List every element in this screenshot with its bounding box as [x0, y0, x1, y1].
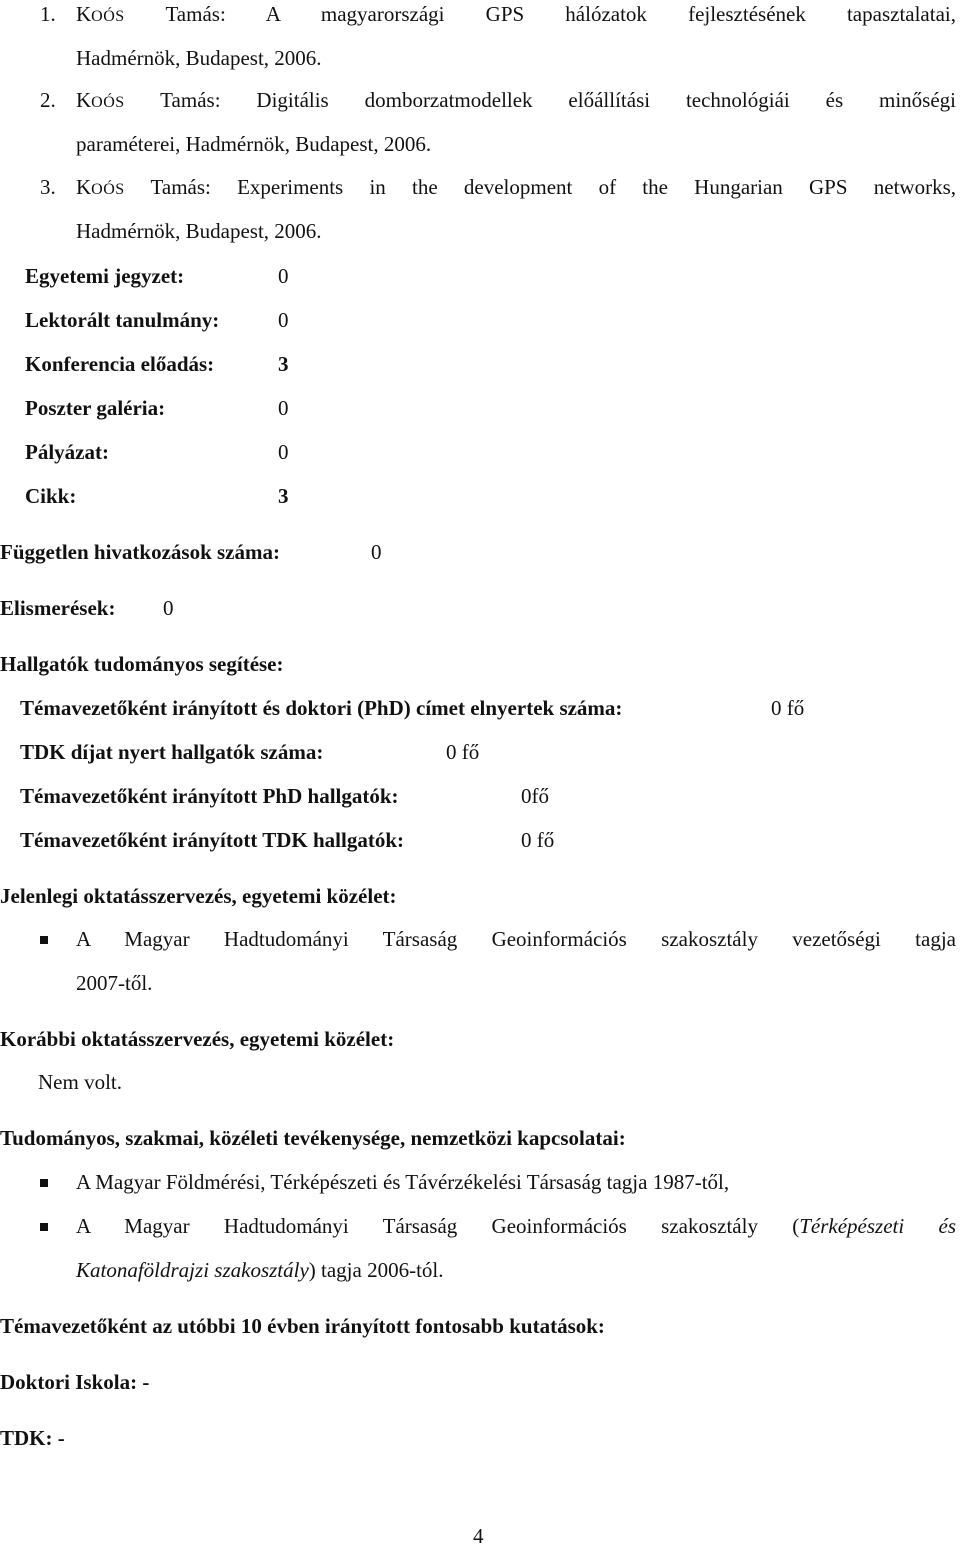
count-label: Egyetemi jegyzet: [25, 264, 185, 288]
student-support-label: Témavezetőként irányított PhD hallgatók: [20, 784, 399, 808]
author-initial: K [76, 88, 92, 112]
count-value: 3 [278, 352, 289, 376]
publication-source: paraméterei, Hadmérnök, Budapest, 2006. [76, 132, 432, 156]
page-number: 4 [473, 1524, 484, 1548]
activities-heading: Tudományos, szakmai, közéleti tevékenysége, nemzetközi kapcsolatai: [0, 1126, 626, 1150]
independent-citations-value: 0 [371, 540, 382, 564]
recognitions-label: Elismerések: [0, 596, 116, 620]
student-support-label: Témavezetőként irányított és doktori (PhD) címet elnyertek száma: [20, 696, 623, 720]
activity-item-text: ) tagja 2006-tól. [308, 1258, 444, 1282]
student-support-value: 0 fő [771, 696, 805, 720]
publication-title: Tamás: Experiments in the development of the Hungarian GPS networks, [124, 175, 956, 199]
count-label: Cikk: [25, 484, 77, 508]
current-role-item-continued: 2007-től. [76, 971, 153, 995]
count-value: 0 [278, 396, 289, 420]
publication-title: Tamás: Digitális domborzatmodellek előállítási technológiái és minőségi [124, 88, 956, 112]
author-initial: K [76, 175, 92, 199]
count-value: 0 [278, 264, 289, 288]
count-label: Pályázat: [25, 440, 109, 464]
student-support-value: 0 fő [446, 740, 480, 764]
student-support-heading: Hallgatók tudományos segítése: [0, 652, 284, 676]
student-support-label: Témavezetőként irányított TDK hallgatók: [20, 828, 404, 852]
publication-number: 3. [40, 175, 56, 199]
publication-title: Tamás: A magyarországi GPS hálózatok fejlesztésének tapasztalatai, [124, 2, 956, 26]
author-initial: K [76, 2, 92, 26]
count-value: 3 [278, 484, 289, 508]
count-label: Lektorált tanulmány: [25, 308, 220, 332]
count-label: Poszter galéria: [25, 396, 166, 420]
previous-roles-heading: Korábbi oktatásszervezés, egyetemi közélet: [0, 1027, 395, 1051]
activity-item-italic: Térképészeti és [799, 1214, 956, 1238]
tdk-line: TDK: - [0, 1426, 65, 1450]
publication-line [76, 88, 956, 113]
publication-number: 1. [40, 2, 56, 26]
bullet-icon [40, 1179, 48, 1187]
count-value: 0 [278, 440, 289, 464]
doctoral-school: Doktori Iskola: - [0, 1370, 150, 1394]
current-role-item: A Magyar Hadtudományi Társaság Geoinformációs szakosztály vezetőségi tagja [76, 927, 956, 951]
previous-roles-text: Nem volt. [38, 1070, 122, 1094]
activity-item-italic: Katonaföldrajzi szakosztály [76, 1258, 309, 1282]
activity-item: A Magyar Földmérési, Térképészeti és Távérzékelési Társaság tagja 1987-től, [76, 1170, 730, 1194]
author-name-smallcaps: OÓS [91, 94, 125, 111]
current-roles-heading: Jelenlegi oktatásszervezés, egyetemi közélet: [0, 884, 397, 908]
activity-item-text: A Magyar Hadtudományi Társaság Geoinformációs szakosztály ( [76, 1214, 800, 1238]
activity-item-continued [76, 1258, 444, 1283]
author-name-smallcaps: OÓS [91, 8, 125, 25]
recognitions-value: 0 [163, 596, 174, 620]
count-label: Konferencia előadás: [25, 352, 215, 376]
research-heading: Témavezetőként az utóbbi 10 évben irányított fontosabb kutatások: [0, 1314, 605, 1338]
publication-line [76, 2, 956, 27]
count-value: 0 [278, 308, 289, 332]
student-support-value: 0fő [521, 784, 549, 808]
independent-citations-label: Független hivatkozások száma: [0, 540, 280, 564]
bullet-icon [40, 936, 48, 944]
bullet-icon [40, 1223, 48, 1231]
publication-number: 2. [40, 88, 56, 112]
author-name-smallcaps: OÓS [91, 181, 125, 198]
student-support-value: 0 fő [521, 828, 555, 852]
activity-item [76, 1214, 956, 1239]
student-support-label: TDK díjat nyert hallgatók száma: [20, 740, 324, 764]
publication-source: Hadmérnök, Budapest, 2006. [76, 46, 322, 70]
publication-line [76, 175, 956, 200]
publication-source: Hadmérnök, Budapest, 2006. [76, 219, 322, 243]
